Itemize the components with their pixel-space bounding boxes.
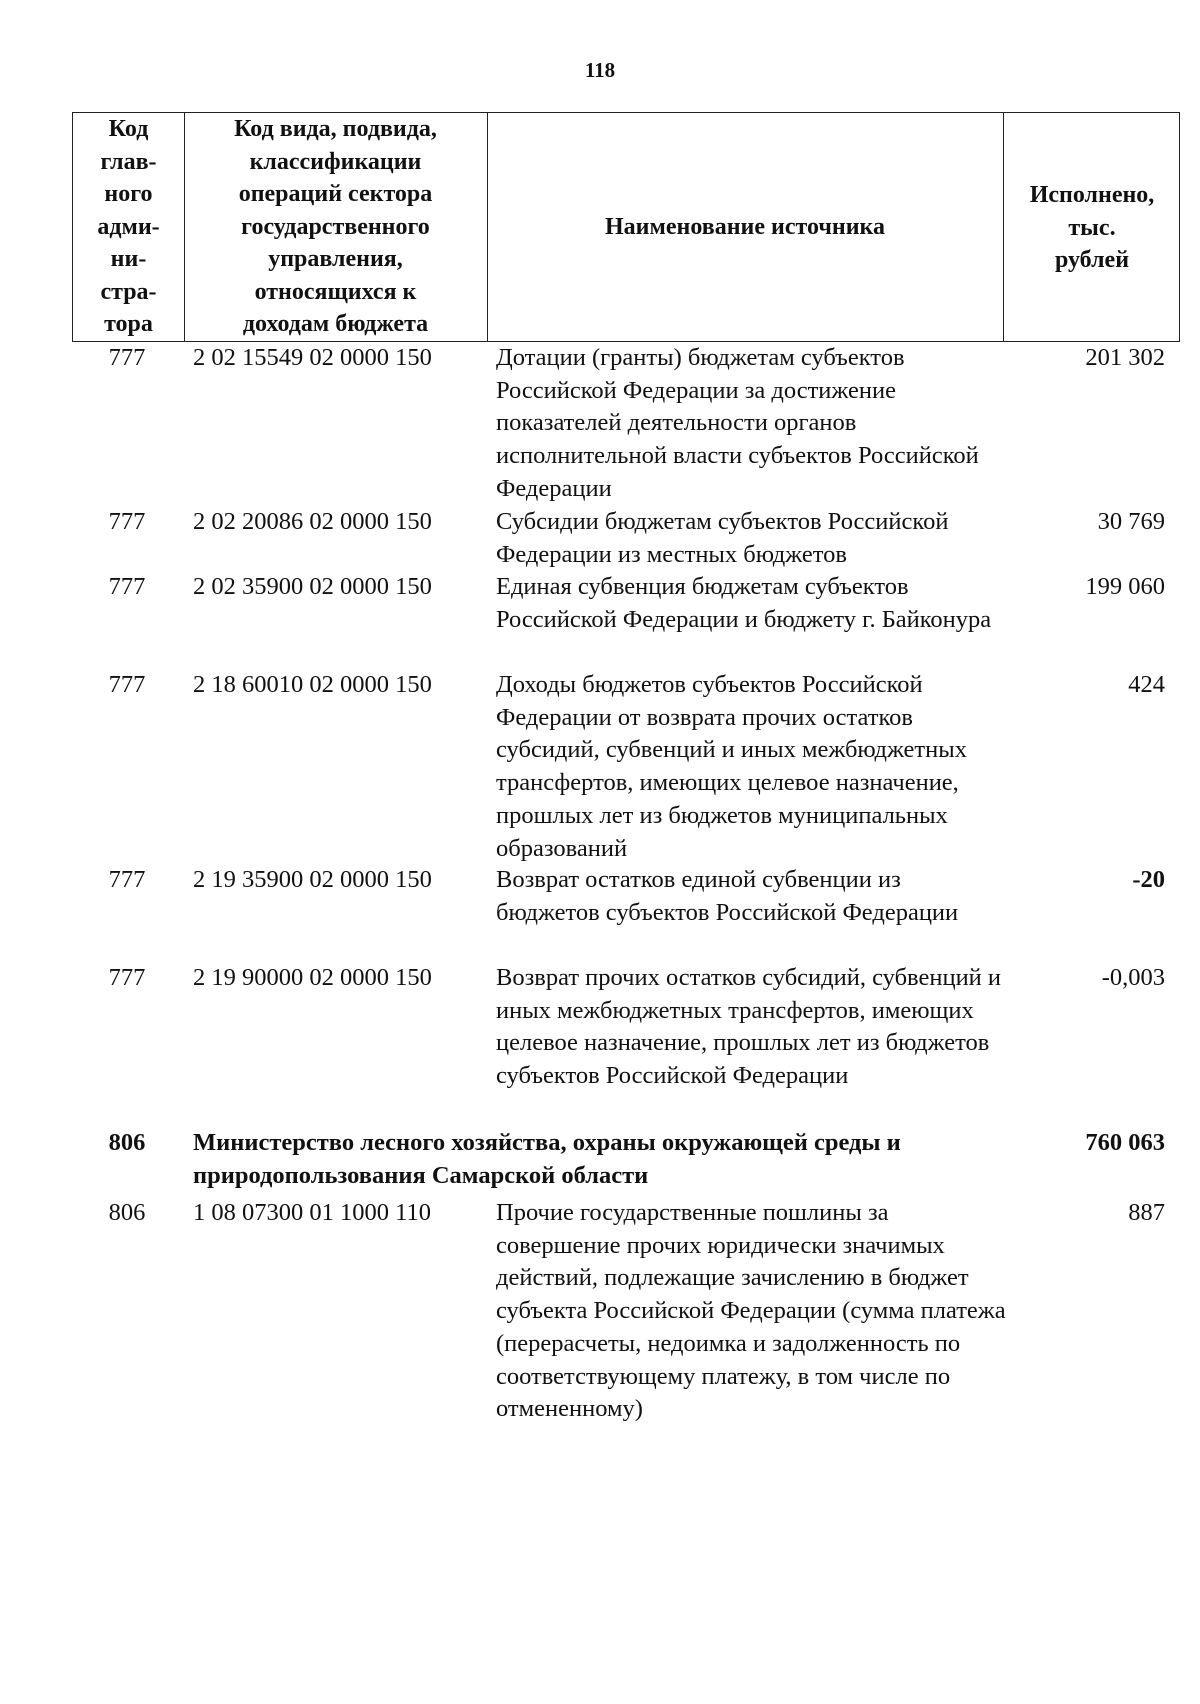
admin-code-cell: 777 [108,866,146,893]
admin-code-cell: 806 [108,1129,146,1156]
amount-cell: -0,003 [1101,964,1165,991]
classification-code-cell: 2 02 20086 02 0000 150 [193,508,432,535]
ministry-name: Министерство лесного хозяйства, охраны окружающей среды и природопользования Самарской области [193,1129,901,1189]
source-name-cell: Доходы бюджетов субъектов Российской Федерации от возврата прочих остатков субсидий, субвенций и иных межбюджетных трансфертов, имеющих целевое назначение, прошлых лет из бюджетов муниципальных образований [496,671,967,862]
amount-cell: 201 302 [1085,344,1165,371]
classification-code-cell: 2 18 60010 02 0000 150 [193,671,432,698]
source-name-cell: Возврат прочих остатков субсидий, субвенций и иных межбюджетных трансфертов, имеющих целевое назначение, прошлых лет из бюджетов субъектов Российской Федерации [496,964,1002,1090]
admin-code-cell: 806 [108,1199,146,1226]
amount-cell: 30 769 [1097,508,1165,535]
amount-cell: 760 063 [1085,1129,1165,1156]
classification-code-cell: 1 08 07300 01 1000 110 [193,1199,431,1226]
source-name-cell: Дотации (гранты) бюджетам субъектов Российской Федерации за достижение показателей деятельности органов исполнительной власти субъектов Российской Федерации [496,344,979,502]
admin-code-cell: 777 [108,573,146,600]
amount-cell: 199 060 [1085,573,1165,600]
page-number: 118 [584,58,616,82]
source-name-cell: Субсидии бюджетам субъектов Российской Федерации из местных бюджетов [496,508,949,568]
amount-cell: 424 [1128,671,1165,698]
header-source-name: Наименование источника [605,213,885,240]
amount-cell: 887 [1128,1199,1165,1226]
header-admin-code: Код глав- ного адми- ни- стра- тора [97,116,160,338]
admin-code-cell: 777 [108,344,146,371]
admin-code-cell: 777 [108,964,146,991]
admin-code-cell: 777 [108,671,146,698]
source-name-cell: Единая субвенция бюджетам субъектов Российской Федерации и бюджету г. Байконура [496,573,992,633]
amount-cell: -20 [1132,866,1165,893]
classification-code-cell: 2 02 35900 02 0000 150 [193,573,432,600]
admin-code-cell: 777 [108,508,146,535]
source-name-cell: Возврат остатков единой субвенции из бюджетов субъектов Российской Федерации [496,866,959,926]
classification-code-cell: 2 02 15549 02 0000 150 [193,344,432,371]
header-amount: Исполнено, тыс. рублей [1029,182,1155,273]
source-name-cell: Прочие государственные пошлины за совершение прочих юридически значимых действий, подлежащие зачислению в бюджет субъекта Российской Федерации (сумма платежа (перерасчеты, недоимка и задолженность по соответствующему платежу, в том числе по отмененному) [496,1199,1006,1423]
header-classification-code: Код вида, подвида, классификации операций сектора государственного управления, относящихся к доходам бюджета [234,116,437,338]
table-header [72,112,1180,342]
classification-code-cell: 2 19 35900 02 0000 150 [193,866,432,893]
classification-code-cell: 2 19 90000 02 0000 150 [193,964,432,991]
